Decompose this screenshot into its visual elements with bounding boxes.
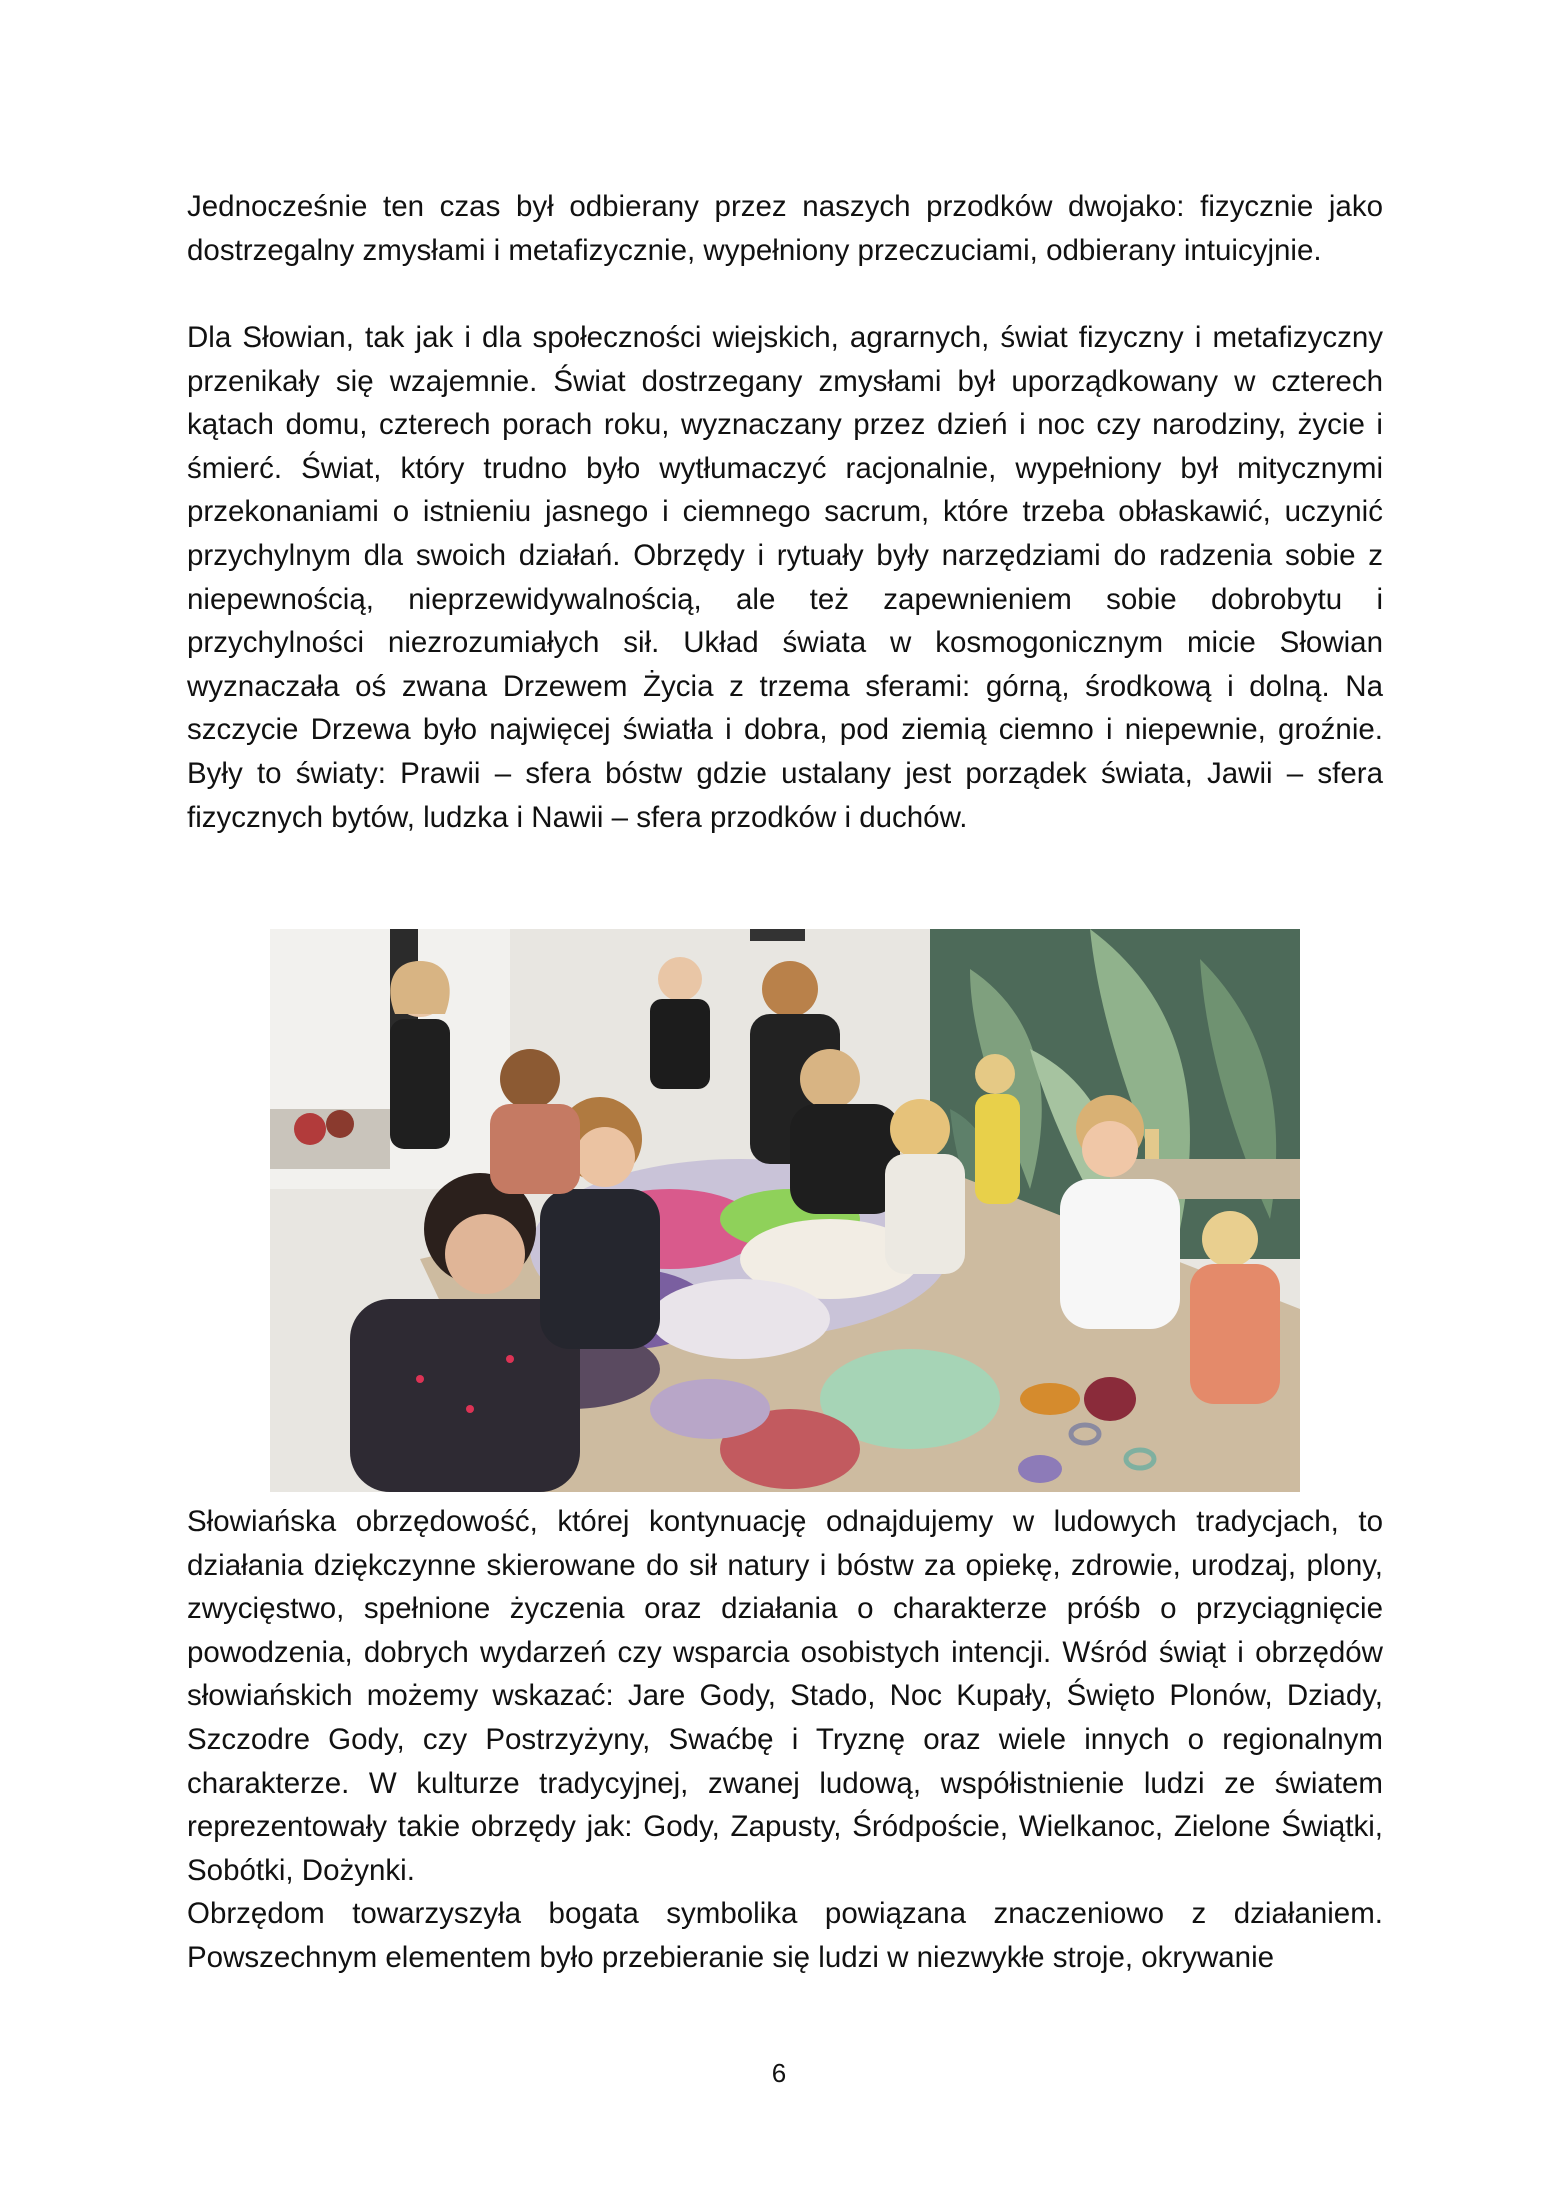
paragraph-3: Słowiańska obrzędowość, której kontynuację odnajdujemy w ludowych tradycjach, to działania dziękczynne skierowane do sił natury i bóstw za opiekę, zdrowie, urodzaj, plony, zwycięstwo, spełnione życzenia oraz działania o charakterze próśb o przyciągnięcie powodzenia, dobrych wydarzeń czy wsparcia osobistych intencji. Wśród świąt i obrzędów słowiańskich możemy wskazać: Jare Gody, Stado, Noc Kupały, Święto Plonów, Dziady, Szczodre Gody, czy Postrzyżyny, Swaćbę i Tryznę oraz wiele innych o regionalnym charakterze. W kulturze tradycyjnej, zwanej ludową, współistnienie ludzi ze światem reprezentowały takie obrzędy jak: Gody, Zapusty, Śródpoście, Wielkanoc, Zielone Świątki, Sobótki, Dożynki. (187, 1505, 1383, 1887)
paragraph-4: Obrzędom towarzyszyła bogata symbolika powiązana znaczeniowo z działaniem. Powszechnym elementem było przebieranie się ludzi w niezwykłe stroje, okrywanie (187, 1897, 1383, 1974)
paragraph-1: Jednocześnie ten czas był odbierany przez naszych przodków dwojako: fizycznie jako dostrzegalny zmysłami i metafizycznie, wypełniony przeczuciami, odbierany intuicyjnie. (187, 190, 1383, 267)
paragraph-2: Dla Słowian, tak jak i dla społeczności wiejskich, agrarnych, świat fizyczny i metafizyczny przenikały się wzajemnie. Świat dostrzegany zmysłami był uporządkowany w czterech kątach domu, czterech porach roku, wyznaczany przez dzień i noc czy narodziny, życie i śmierć. Świat, który trudno było wytłumaczyć racjonalnie, wypełniony był mitycznymi przekonaniami o istnieniu jasnego i ciemnego sacrum, które trzeba obłaskawić, uczynić przychylnym dla swoich działań. Obrzędy i rytuały były narzędziami do radzenia sobie z niepewnością, nieprzewidywalnością, ale też zapewnieniem sobie dobrobytu i przychylności niezrozumiałych sił. Układ świata w kosmogonicznym micie Słowian wyznaczała oś zwana Drzewem Życia z trzema sferami: górną, środkową i dolną. Na szczycie Drzewa było najwięcej światła i dobra, pod ziemią ciemno i niepewnie, groźnie. Były to światy: Prawii – sfera bóstw gdzie ustalany jest porządek świata, Jawii – sfera fizycznych bytów, ludzka i Nawii – sfera przodków i duchów. (187, 321, 1383, 834)
workshop-photo (270, 929, 1300, 1492)
page-number: 6 (771, 2058, 787, 2088)
